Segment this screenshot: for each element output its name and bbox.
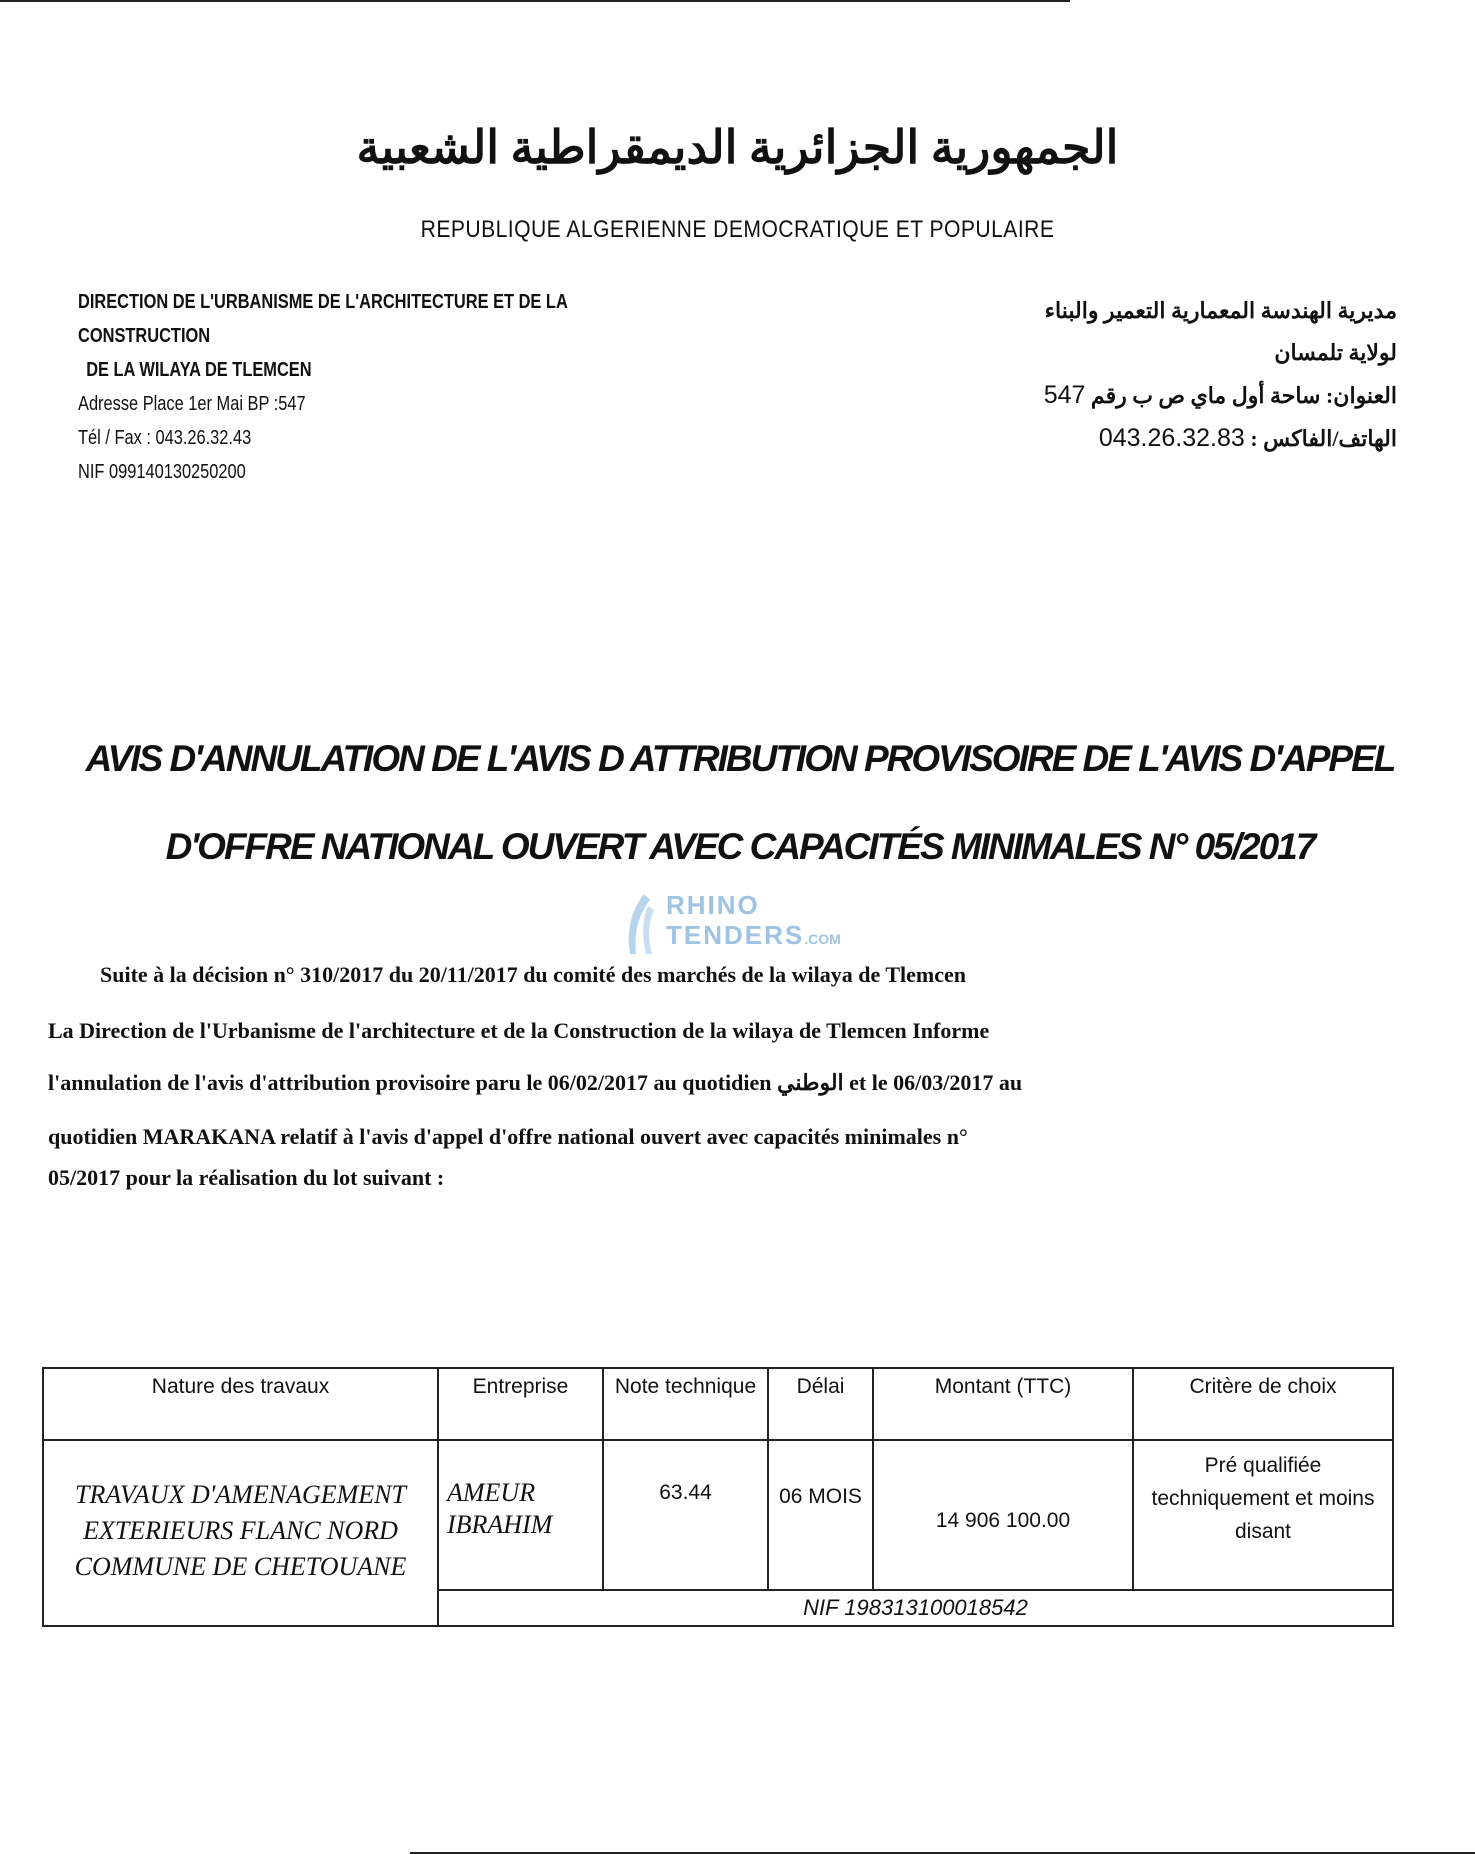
watermark-suffix: .COM [804, 931, 841, 947]
header-montant: Montant (TTC) [873, 1368, 1133, 1440]
scan-border-top [0, 0, 1070, 2]
issuer-ar-line-2: لولاية تلمسان [1274, 340, 1397, 365]
body-paragraph-2-line-2: l'annulation de l'avis d'attribution provisoire paru le 06/02/2017 au quotidien الوطني et le 06/03/2017 au [48, 1070, 1023, 1095]
header-critere: Critère de choix [1133, 1368, 1393, 1440]
cell-delai: 06 MOIS [768, 1440, 873, 1590]
cell-note: 63.44 [603, 1440, 768, 1590]
issuer-line-3: DE LA WILAYA DE TLEMCEN [86, 359, 312, 381]
arabic-republic-title: الجمهورية الجزائرية الديمقراطية الشعبية [356, 122, 1119, 173]
cell-critere: Pré qualifiée techniquement et moins disant [1133, 1440, 1393, 1590]
notice-title [30, 715, 1450, 891]
cell-nature: TRAVAUX D'AMENAGEMENT EXTERIEURS FLANC NORD COMMUNE DE CHETOUANE [43, 1440, 438, 1626]
issuer-ar-phone-number: 043.26.32.83 [1098, 424, 1245, 452]
header-entreprise: Entreprise [438, 1368, 603, 1440]
body-paragraph-3-line-2: 05/2017 pour la réalisation du lot suivant : [48, 1165, 445, 1190]
issuer-block-french [78, 285, 568, 489]
issuer-nif: NIF 099140130250200 [78, 461, 246, 483]
body-paragraph-3 [48, 1113, 1388, 1195]
notice-title-line-1: AVIS D'ANNULATION DE L'AVIS D ATTRIBUTION PROVISOIRE DE L'AVIS D'APPEL [85, 738, 1395, 779]
table-header-row [43, 1368, 1393, 1440]
cell-entreprise: AMEUR IBRAHIM [438, 1440, 603, 1590]
rhino-horn-icon [622, 892, 656, 956]
cell-montant: 14 906 100.00 [873, 1440, 1133, 1590]
notice-title-line-2: D'OFFRE NATIONAL OUVERT AVEC CAPACITÉS MINIMALES N° 05/2017 [165, 826, 1315, 867]
issuer-address: Adresse Place 1er Mai BP :547 [78, 393, 306, 415]
body-paragraph-3-line-1: quotidien MARAKANA relatif à l'avis d'appel d'offre national ouvert avec capacités minimales n° [48, 1124, 968, 1149]
cell-nif: NIF 198313100018542 [438, 1590, 1393, 1626]
issuer-line-2: CONSTRUCTION [78, 325, 211, 347]
body-paragraph-2-line-1: La Direction de l'Urbanisme de l'architecture et de la Construction de la wilaya de Tlemcen Informe [48, 1018, 990, 1043]
french-republic-title: REPUBLIQUE ALGERIENNE DEMOCRATIQUE ET POPULAIRE [420, 216, 1055, 243]
body-paragraph-2 [48, 1005, 1388, 1109]
issuer-ar-address-label: العنوان: ساحة أول ماي ص ب رقم [1090, 383, 1397, 408]
notice-body [48, 955, 1388, 1195]
body-paragraph-1: Suite à la décision n° 310/2017 du 20/11/2017 du comité des marchés de la wilaya de Tlemcen [100, 962, 967, 987]
issuer-ar-address [977, 374, 1397, 417]
header-delai: Délai [768, 1368, 873, 1440]
header-note: Note technique [603, 1368, 768, 1440]
header-nature: Nature des travaux [43, 1368, 438, 1440]
table-row [43, 1440, 1393, 1590]
issuer-ar-address-number: 547 [1043, 381, 1086, 409]
issuer-block-arabic [977, 290, 1397, 460]
watermark-line-1: RHINO [666, 890, 760, 920]
issuer-tel: Tél / Fax : 043.26.32.43 [78, 427, 252, 449]
issuer-ar-phone [977, 417, 1397, 460]
issuer-line-1: DIRECTION DE L'URBANISME DE L'ARCHITECTURE ET DE LA [78, 291, 568, 313]
watermark-line-2: TENDERS [666, 920, 805, 950]
rhino-tenders-watermark [622, 890, 862, 960]
lot-table [42, 1367, 1394, 1627]
issuer-ar-line-1: مديرية الهندسة المعمارية التعمير والبناء [1044, 298, 1397, 323]
issuer-ar-phone-label: الهاتف/الفاكس : [1250, 426, 1397, 451]
